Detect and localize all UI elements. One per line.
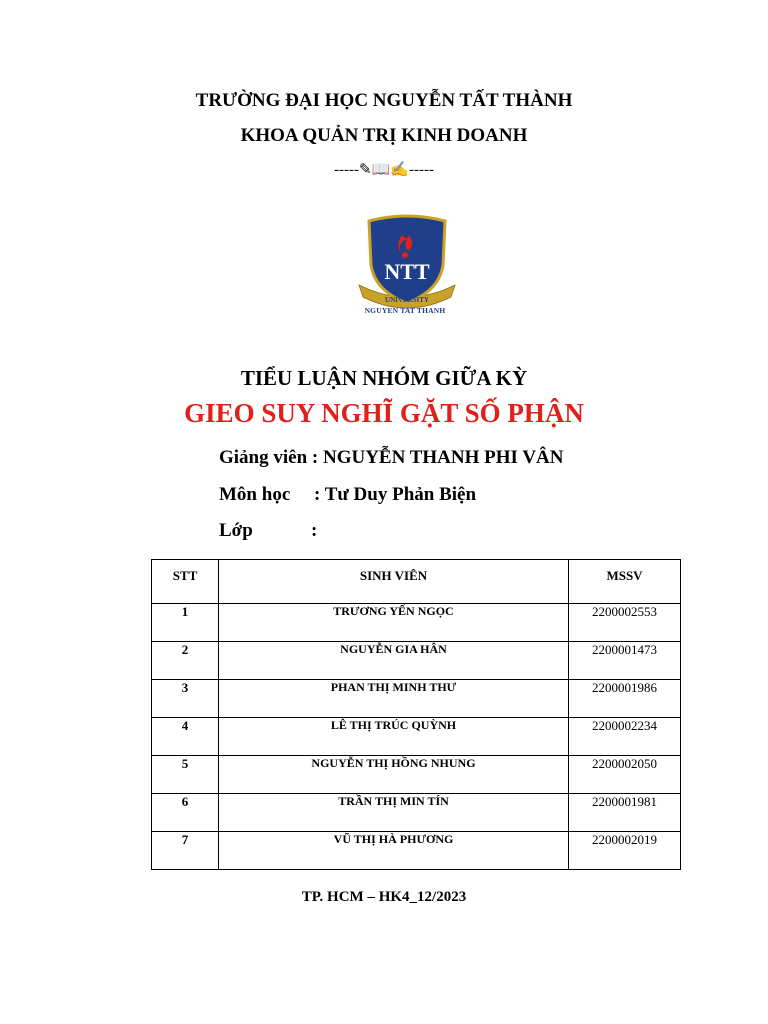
subject-label: Môn học <box>219 484 291 505</box>
footer-place-date: TP. HCM – HK4_12/2023 <box>301 889 467 905</box>
header-stt: STT <box>152 560 219 604</box>
table-row <box>152 680 681 718</box>
row-number: 3 <box>152 680 219 718</box>
student-name: NGUYỄN THỊ HỒNG NHUNG <box>219 756 569 794</box>
student-id: 2200002553 <box>569 604 681 642</box>
school-name: TRƯỜNG ĐẠI HỌC NGUYỄN TẤT THÀNH <box>195 90 573 111</box>
student-name: NGUYỄN GIA HÂN <box>219 642 569 680</box>
row-number: 5 <box>152 756 219 794</box>
logo-ribbon-text: UNIVERSITY <box>385 296 429 304</box>
student-name: TRƯƠNG YẾN NGỌC <box>219 604 569 642</box>
row-number: 7 <box>152 832 219 870</box>
row-number: 6 <box>152 794 219 832</box>
student-name: PHAN THỊ MINH THƯ <box>219 680 569 718</box>
row-number: 4 <box>152 718 219 756</box>
member-table <box>151 559 681 870</box>
class-separator: : <box>311 520 318 541</box>
report-type: TIỂU LUẬN NHÓM GIỮA KỲ <box>240 366 528 390</box>
class-label: Lớp <box>219 520 253 541</box>
subject-separator: : <box>314 484 325 505</box>
ornament-divider: -----✎📖✍----- <box>334 162 434 178</box>
university-logo-icon <box>357 213 457 318</box>
student-name: TRẦN THỊ MIN TÍN <box>219 794 569 832</box>
student-name: LÊ THỊ TRÚC QUỲNH <box>219 718 569 756</box>
row-number: 2 <box>152 642 219 680</box>
lecturer-name: NGUYỄN THANH PHI VÂN <box>322 447 564 468</box>
logo-monogram: NTT <box>384 259 430 284</box>
logo-caption: NGUYEN TAT THANH <box>364 306 446 315</box>
student-id: 2200002234 <box>569 718 681 756</box>
student-name: VŨ THỊ HÀ PHƯƠNG <box>219 832 569 870</box>
table-header-row <box>152 560 681 604</box>
table-row <box>152 794 681 832</box>
lecturer-line <box>219 447 564 469</box>
table-row <box>152 642 681 680</box>
header-student: SINH VIÊN <box>219 560 569 604</box>
row-number: 1 <box>152 604 219 642</box>
student-id: 2200001473 <box>569 642 681 680</box>
table-row <box>152 756 681 794</box>
faculty-name: KHOA QUẢN TRỊ KINH DOANH <box>240 125 528 146</box>
student-id: 2200002050 <box>569 756 681 794</box>
student-id: 2200002019 <box>569 832 681 870</box>
subject-line <box>219 484 476 506</box>
class-line <box>219 520 317 542</box>
student-id: 2200001986 <box>569 680 681 718</box>
student-id: 2200001981 <box>569 794 681 832</box>
table-row <box>152 718 681 756</box>
table-row <box>152 832 681 870</box>
header-student-id: MSSV <box>569 560 681 604</box>
report-title: GIEO SUY NGHĨ GẶT SỐ PHẬN <box>184 398 584 428</box>
lecturer-label: Giảng viên : <box>219 447 323 468</box>
table-row <box>152 604 681 642</box>
subject-name: Tư Duy Phản Biện <box>324 484 477 505</box>
